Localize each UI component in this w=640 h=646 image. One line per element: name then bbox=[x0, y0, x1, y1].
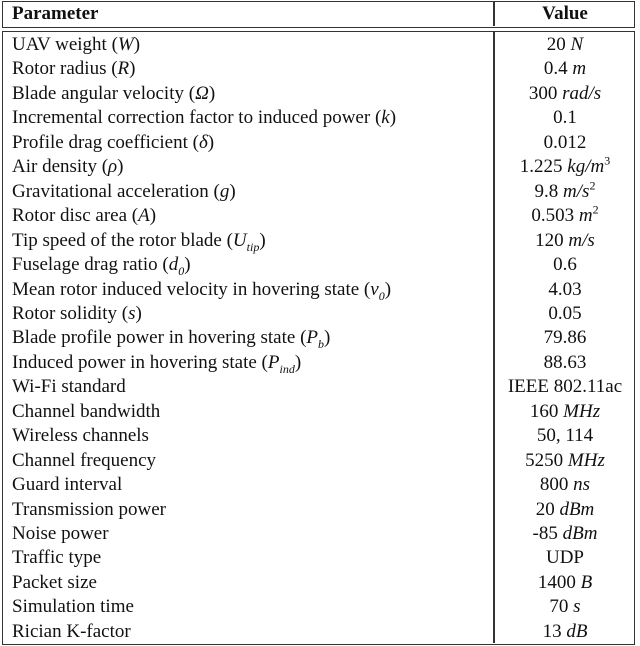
table-row bbox=[3, 351, 636, 376]
value-number: 160 bbox=[529, 400, 564, 422]
parameter-name: Incremental correction factor to induced power ( bbox=[12, 107, 382, 129]
parameter-cell bbox=[12, 106, 396, 131]
value-number: 50, 114 bbox=[536, 425, 594, 447]
parameter-cell bbox=[12, 180, 236, 205]
parameter-name: Mean rotor induced velocity in hovering state ( bbox=[12, 278, 371, 300]
parameter-cell bbox=[12, 498, 166, 523]
table-row bbox=[3, 375, 636, 400]
parameter-cell bbox=[12, 400, 160, 425]
parameter-name: Rotor radius ( bbox=[12, 58, 118, 80]
value-cell bbox=[494, 473, 636, 498]
parameter-close: ) bbox=[135, 302, 142, 324]
value-number: 20 bbox=[535, 498, 560, 520]
value-cell bbox=[494, 82, 636, 107]
value-cell bbox=[494, 595, 636, 620]
value-number: 0.012 bbox=[543, 131, 587, 153]
parameter-name: Transmission power bbox=[12, 498, 166, 520]
table-row bbox=[3, 131, 636, 156]
parameter-symbol: d bbox=[168, 254, 179, 276]
value-cell bbox=[494, 180, 636, 205]
symbol-subscript: b bbox=[318, 337, 325, 352]
value-number: 70 bbox=[549, 596, 574, 618]
table-row bbox=[3, 229, 636, 254]
value-number: 120 bbox=[535, 229, 569, 251]
table-row bbox=[3, 326, 636, 351]
parameter-close: ) bbox=[129, 58, 136, 80]
value-number: 5250 bbox=[525, 449, 568, 471]
value-cell bbox=[494, 571, 636, 596]
value-unit: B bbox=[580, 571, 593, 593]
unit-superscript: 2 bbox=[589, 178, 596, 193]
parameter-cell bbox=[12, 595, 134, 620]
value-unit: dBm bbox=[559, 498, 595, 520]
parameter-cell bbox=[12, 155, 124, 180]
parameter-name: Gravitational acceleration ( bbox=[12, 180, 220, 202]
value-number: -85 bbox=[532, 523, 563, 544]
parameter-symbol: U bbox=[232, 229, 247, 251]
parameter-name: Fuselage drag ratio ( bbox=[12, 254, 169, 276]
value-unit: N bbox=[570, 34, 584, 55]
parameter-symbol: δ bbox=[198, 131, 208, 153]
value-unit: m bbox=[572, 58, 587, 80]
unit-superscript: 3 bbox=[604, 153, 611, 168]
value-cell bbox=[494, 33, 636, 58]
parameter-symbol: P bbox=[267, 351, 280, 373]
parameter-name: Channel bandwidth bbox=[12, 400, 161, 422]
parameter-name: Channel frequency bbox=[12, 449, 157, 471]
parameter-cell bbox=[12, 131, 214, 156]
symbol-subscript: tip bbox=[246, 239, 260, 254]
parameter-cell bbox=[12, 449, 156, 474]
parameter-cell bbox=[12, 204, 156, 229]
table-row bbox=[3, 278, 636, 303]
table-row bbox=[3, 498, 636, 523]
table-row bbox=[3, 57, 636, 82]
parameter-cell bbox=[12, 33, 140, 58]
parameter-symbol: ρ bbox=[108, 156, 118, 178]
parameter-symbol: P bbox=[306, 327, 319, 349]
value-cell bbox=[494, 620, 636, 645]
value-number: 0.503 bbox=[531, 205, 579, 227]
parameter-name: Noise power bbox=[12, 523, 109, 544]
parameter-cell bbox=[12, 473, 122, 498]
parameter-close: ) bbox=[117, 156, 124, 178]
value-number: 1.225 bbox=[519, 156, 568, 178]
parameter-symbol: g bbox=[219, 180, 230, 202]
value-cell bbox=[494, 155, 636, 180]
value-cell bbox=[494, 57, 636, 82]
value-cell bbox=[494, 400, 636, 425]
parameter-name: Rotor disc area ( bbox=[12, 205, 139, 227]
value-number: 1400 bbox=[537, 571, 581, 593]
value-unit: dB bbox=[566, 620, 588, 642]
value-number: 0.05 bbox=[548, 302, 582, 324]
value-cell bbox=[494, 449, 636, 474]
table-row bbox=[3, 155, 636, 180]
table-body bbox=[2, 31, 635, 645]
parameter-cell bbox=[12, 351, 301, 376]
parameter-cell bbox=[12, 229, 266, 254]
table-row bbox=[3, 522, 636, 547]
parameter-name: Rician K-factor bbox=[12, 620, 131, 642]
parameter-cell bbox=[12, 571, 97, 596]
parameter-name: Blade angular velocity ( bbox=[12, 82, 196, 104]
value-cell bbox=[494, 375, 636, 400]
table-row bbox=[3, 253, 636, 278]
parameter-symbol: v bbox=[370, 278, 379, 300]
value-unit: kg/m bbox=[567, 156, 605, 178]
table-row bbox=[3, 400, 636, 425]
value-cell bbox=[494, 302, 636, 327]
value-number: 13 bbox=[542, 620, 567, 642]
value-number: 4.03 bbox=[548, 278, 582, 300]
table-row bbox=[3, 620, 636, 645]
value-cell bbox=[494, 546, 636, 571]
value-cell bbox=[494, 204, 636, 229]
parameter-name: Wi-Fi standard bbox=[12, 376, 126, 398]
value-cell bbox=[494, 522, 636, 547]
parameter-cell bbox=[12, 302, 142, 327]
parameter-close: ) bbox=[133, 34, 141, 55]
parameter-close: ) bbox=[149, 205, 157, 227]
parameter-symbol: A bbox=[138, 205, 150, 227]
symbol-subscript: ind bbox=[279, 361, 295, 376]
table-row bbox=[3, 571, 636, 596]
parameter-name: Blade profile power in hovering state ( bbox=[12, 327, 307, 349]
table-row bbox=[3, 33, 636, 58]
parameter-close: ) bbox=[229, 180, 236, 202]
parameter-name: Rotor solidity ( bbox=[12, 302, 129, 324]
value-cell bbox=[494, 424, 636, 449]
parameter-name: Wireless channels bbox=[12, 425, 149, 447]
parameter-cell bbox=[12, 253, 191, 278]
value-cell bbox=[494, 106, 636, 131]
table-row bbox=[3, 82, 636, 107]
value-unit: m bbox=[578, 205, 593, 227]
parameter-name: Tip speed of the rotor blade ( bbox=[12, 229, 233, 251]
table-row bbox=[3, 546, 636, 571]
parameter-name: UAV weight ( bbox=[12, 34, 118, 55]
value-number: 20 bbox=[546, 34, 571, 55]
parameter-name: Guard interval bbox=[12, 474, 123, 496]
value-cell bbox=[494, 131, 636, 156]
parameter-name: Profile drag coefficient ( bbox=[12, 131, 199, 153]
table-header bbox=[2, 1, 635, 28]
table-row bbox=[3, 424, 636, 449]
parameter-name: Simulation time bbox=[12, 596, 134, 618]
parameter-symbol: W bbox=[117, 34, 134, 55]
parameter-cell bbox=[12, 546, 101, 571]
parameter-cell bbox=[12, 82, 215, 107]
value-unit: ns bbox=[573, 474, 591, 496]
unit-superscript: 2 bbox=[592, 202, 599, 217]
table-row bbox=[3, 595, 636, 620]
value-unit: m/s bbox=[568, 229, 595, 251]
parameter-cell bbox=[12, 326, 330, 351]
table-row bbox=[3, 449, 636, 474]
value-number: 0.1 bbox=[553, 107, 577, 129]
value-number: 0.6 bbox=[553, 254, 577, 276]
value-number: 79.86 bbox=[543, 327, 587, 349]
parameter-symbol: Ω bbox=[195, 82, 209, 104]
value-number: UDP bbox=[545, 547, 584, 569]
parameter-name: Induced power in hovering state ( bbox=[12, 351, 268, 373]
value-cell bbox=[494, 253, 636, 278]
symbol-subscript: 0 bbox=[378, 288, 385, 303]
table-row bbox=[3, 106, 636, 131]
symbol-subscript: 0 bbox=[178, 263, 185, 278]
parameter-cell bbox=[12, 57, 135, 82]
parameter-close: ) bbox=[389, 107, 397, 129]
parameter-cell bbox=[12, 620, 131, 645]
parameter-symbol: R bbox=[117, 58, 130, 80]
parameter-close: ) bbox=[384, 278, 392, 300]
value-number: IEEE 802.11ac bbox=[507, 376, 623, 398]
value-number: 300 bbox=[528, 82, 563, 104]
parameter-close: ) bbox=[207, 131, 215, 153]
table-row bbox=[3, 180, 636, 205]
parameter-close: ) bbox=[294, 351, 302, 373]
parameter-cell bbox=[12, 278, 391, 303]
parameter-name: Packet size bbox=[12, 571, 97, 593]
parameter-close: ) bbox=[184, 254, 191, 276]
parameter-name: Air density ( bbox=[12, 156, 109, 178]
parameter-cell bbox=[12, 424, 149, 449]
table-row bbox=[3, 204, 636, 229]
value-cell bbox=[494, 229, 636, 254]
value-unit: rad/s bbox=[562, 82, 602, 104]
value-cell bbox=[494, 351, 636, 376]
value-unit: dBm bbox=[562, 523, 598, 544]
value-number: 9.8 bbox=[534, 180, 564, 202]
parameter-close: ) bbox=[324, 327, 331, 349]
value-cell bbox=[494, 326, 636, 351]
header-parameter: Parameter bbox=[12, 3, 99, 24]
header-value: Value bbox=[542, 3, 588, 24]
parameter-symbol: k bbox=[381, 107, 390, 129]
value-unit: s bbox=[573, 596, 581, 618]
parameter-name: Traffic type bbox=[12, 547, 102, 569]
table-row bbox=[3, 473, 636, 498]
value-number: 800 bbox=[539, 474, 574, 496]
value-unit: MHz bbox=[563, 400, 601, 422]
value-cell bbox=[494, 498, 636, 523]
table-row bbox=[3, 302, 636, 327]
parameter-cell bbox=[12, 522, 109, 547]
value-unit: MHz bbox=[567, 449, 605, 471]
value-cell bbox=[494, 278, 636, 303]
value-number: 0.4 bbox=[543, 58, 573, 80]
value-unit: m/s bbox=[563, 180, 590, 202]
parameter-close: ) bbox=[259, 229, 266, 251]
parameter-symbol: s bbox=[128, 302, 136, 324]
parameter-close: ) bbox=[208, 82, 216, 104]
parameter-cell bbox=[12, 375, 126, 400]
value-number: 88.63 bbox=[543, 351, 587, 373]
